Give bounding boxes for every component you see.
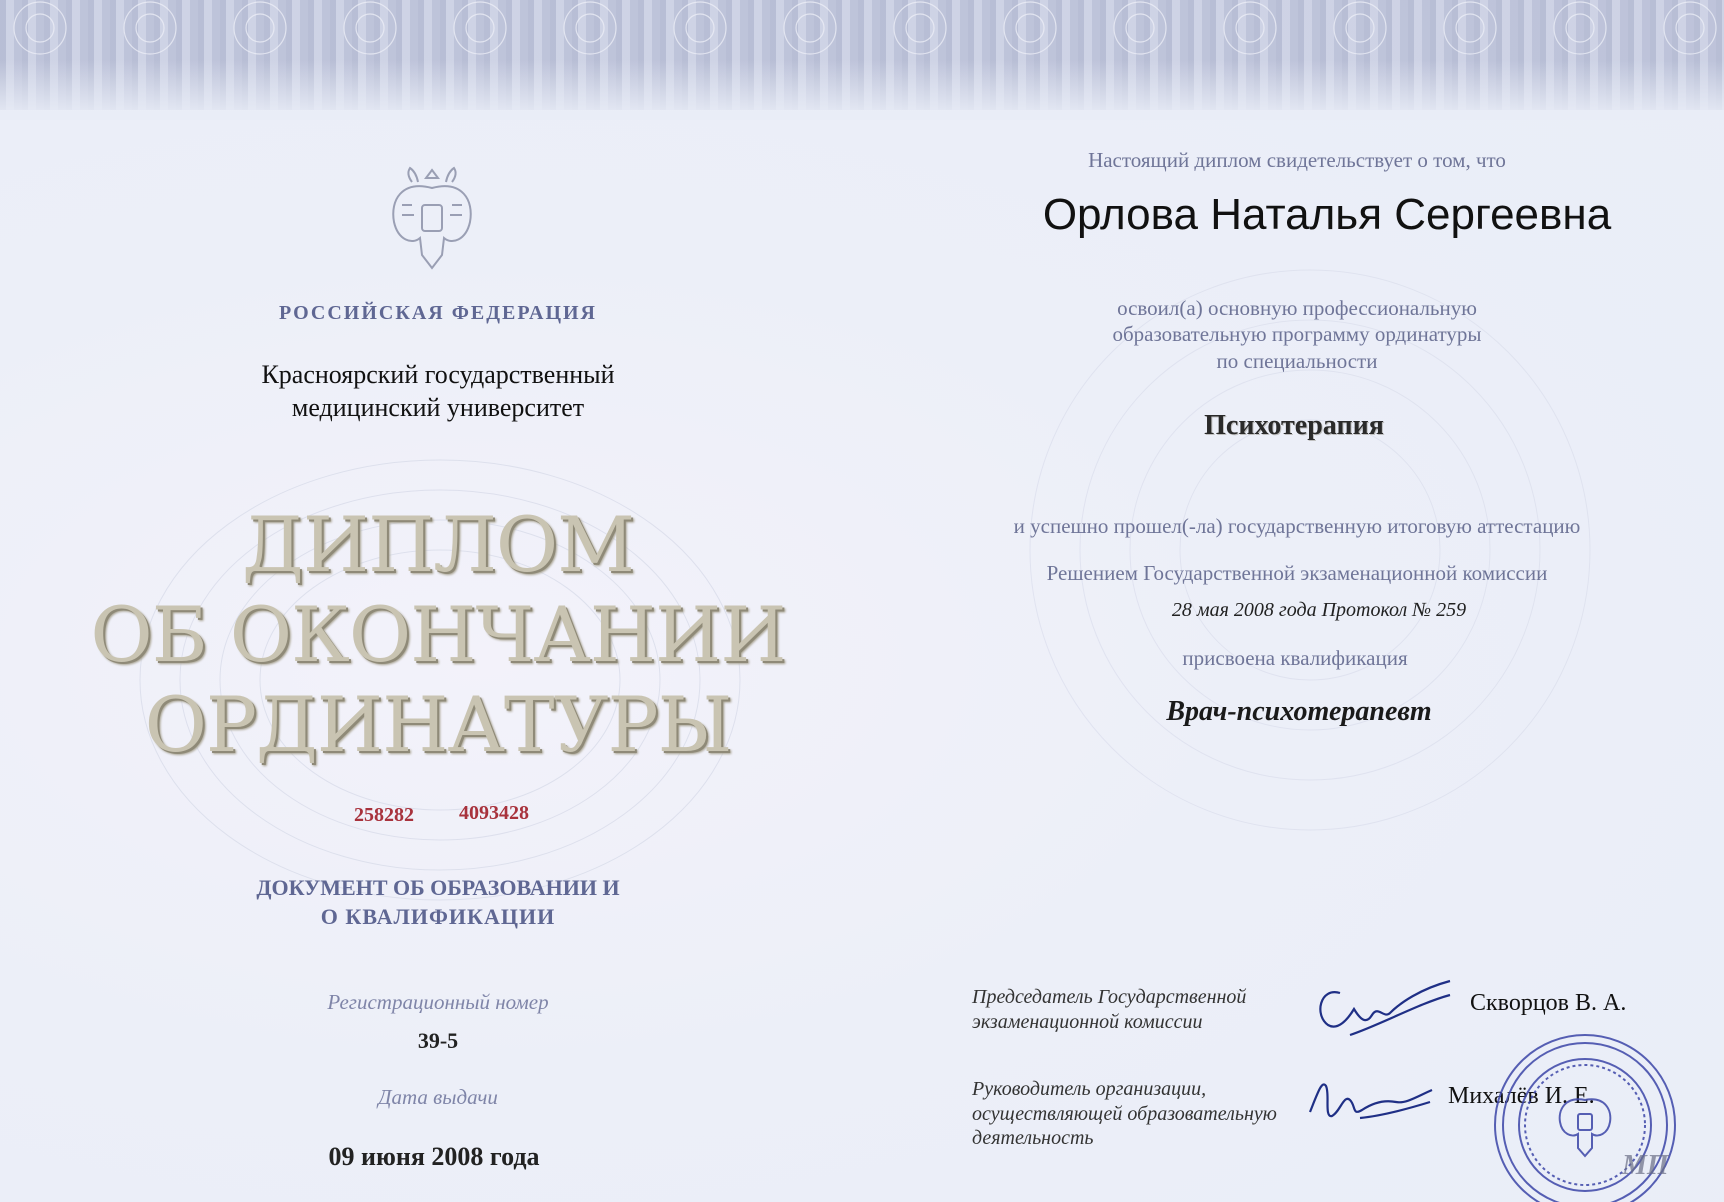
registration-number: 39-5 <box>417 1028 459 1053</box>
head-label-line-2: осуществляющей образовательную <box>972 1103 1277 1125</box>
program-line-2: образовательную программу ординатуры <box>1112 322 1482 346</box>
diploma-title-line-1: ДИПЛОМ <box>242 500 634 589</box>
issue-date-label: Дата выдачи <box>378 1085 498 1109</box>
coat-of-arms-icon <box>382 160 482 275</box>
chair-label-line-1: Председатель Государственной <box>972 986 1247 1008</box>
registration-number-label: Регистрационный номер <box>327 990 549 1014</box>
head-label-line-3: деятельность <box>972 1127 1094 1149</box>
chair-label-line-2: экзаменационной комиссии <box>972 1011 1203 1033</box>
program-line-3: по специальности <box>1216 349 1378 373</box>
band-fade <box>0 60 1724 120</box>
head-name: Михалёв И. Е. <box>1448 1083 1595 1109</box>
country-heading: РОССИЙСКАЯ ФЕДЕРАЦИЯ <box>278 302 598 324</box>
document-type-line-2: О КВАЛИФИКАЦИИ <box>320 904 556 929</box>
issue-date: 09 июня 2008 года <box>328 1142 540 1171</box>
head-signature-icon <box>1300 1072 1440 1132</box>
diploma-title-line-3: ОРДИНАТУРЫ <box>144 680 732 769</box>
certifies-text: Настоящий диплом свидетельствует о том, что <box>1088 148 1506 172</box>
specialty: Психотерапия <box>1204 410 1384 441</box>
chair-signature-icon <box>1310 975 1460 1050</box>
diploma-title-line-2: ОБ ОКОНЧАНИИ <box>90 590 786 679</box>
institution-line-1: Красноярский государственный <box>261 360 615 389</box>
stamp-place-mark: МП <box>1622 1150 1669 1181</box>
head-label-line-1: Руководитель организации, <box>972 1078 1207 1100</box>
document-type-line-1: ДОКУМЕНТ ОБ ОБРАЗОВАНИИ И <box>256 875 620 900</box>
qualification: Врач-психотерапевт <box>1166 696 1432 727</box>
program-line-1: освоил(а) основную профессиональную <box>1117 296 1477 320</box>
chair-name: Скворцов В. А. <box>1470 990 1627 1016</box>
attestation-text: и успешно прошел(-ла) государственную итоговую аттестацию <box>1013 514 1581 538</box>
graduate-name: Орлова Наталья Сергеевна <box>1042 190 1612 239</box>
qualification-label: присвоена квалификация <box>1182 646 1408 670</box>
institution-line-2: медицинский университет <box>291 393 585 422</box>
protocol-date: 28 мая 2008 года Протокол № 259 <box>1171 599 1467 621</box>
diploma-series: 258282 <box>354 804 414 826</box>
commission-decision: Решением Государственной экзаменационной комиссии <box>1046 561 1548 585</box>
diploma-number: 4093428 <box>459 802 529 824</box>
